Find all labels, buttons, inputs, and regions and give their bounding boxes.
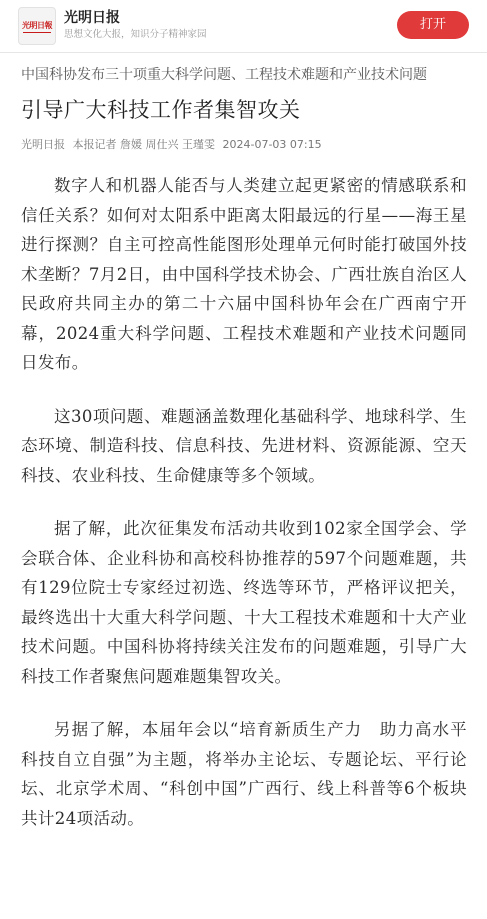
app-slogan: 思想文化大报，知识分子精神家园 [64,29,207,40]
article-paragraph: 这30项问题、难题涵盖数理化基础科学、地球科学、生态环境、制造科技、信息科技、先进材料、资源能源、空天科技、农业科技、生命健康等多个领域。 [21,406,467,485]
logo-seal-text: 光明日報 [22,19,52,30]
article-headline: 引导广大科技工作者集智攻关 [21,98,301,122]
logo-underline [23,32,51,33]
article-datetime: 2024-07-03 07:15 [222,138,322,151]
guangming-daily-logo[interactable] [18,7,56,45]
article-body [21,171,467,833]
article-source: 光明日报 [21,138,65,151]
article-paragraph: 另据了解，本届年会以“培育新质生产力 助力高水平科技自立自强”为主题，将举办主论坛、专题论坛、平行论坛、北京学术周、“科创中国”广西行、线上科普等6个板块共计24项活动。 [21,720,467,828]
article-container [0,66,487,833]
open-app-button[interactable]: 打开 [397,11,469,39]
article-subhead: 中国科协发布三十项重大科学问题、工程技术难题和产业技术问题 [21,67,427,83]
article-paragraph: 据了解，此次征集发布活动共收到102家全国学会、学会联合体、企业科协和高校科协推荐的597个问题难题，共有129位院士专家经过初选、终选等环节，严格评议把关，最终选出十大重大科学问题、十大工程技术难题和十大产业技术问题。中国科协将持续关注发布的问题难题，引导广大科技工作者聚焦问题难题集智攻关。 [21,519,467,686]
article-authors: 本报记者 詹媛 周仕兴 王瑾雯 [72,138,215,151]
app-banner [0,0,487,53]
article-paragraph: 数字人和机器人能否与人类建立起更紧密的情感联系和信任关系？如何对太阳系中距离太阳最远的行星——海王星进行探测？自主可控高性能图形处理单元何时能打破国外技术垄断？7月2日，由中国科学技术协会、广西壮族自治区人民政府共同主办的第二十六届中国科协年会在广西南宁开幕，2024重大科学问题、工程技术难题和产业技术问题同日发布。 [21,176,467,372]
app-name: 光明日报 [64,10,120,26]
article-meta [21,137,467,153]
